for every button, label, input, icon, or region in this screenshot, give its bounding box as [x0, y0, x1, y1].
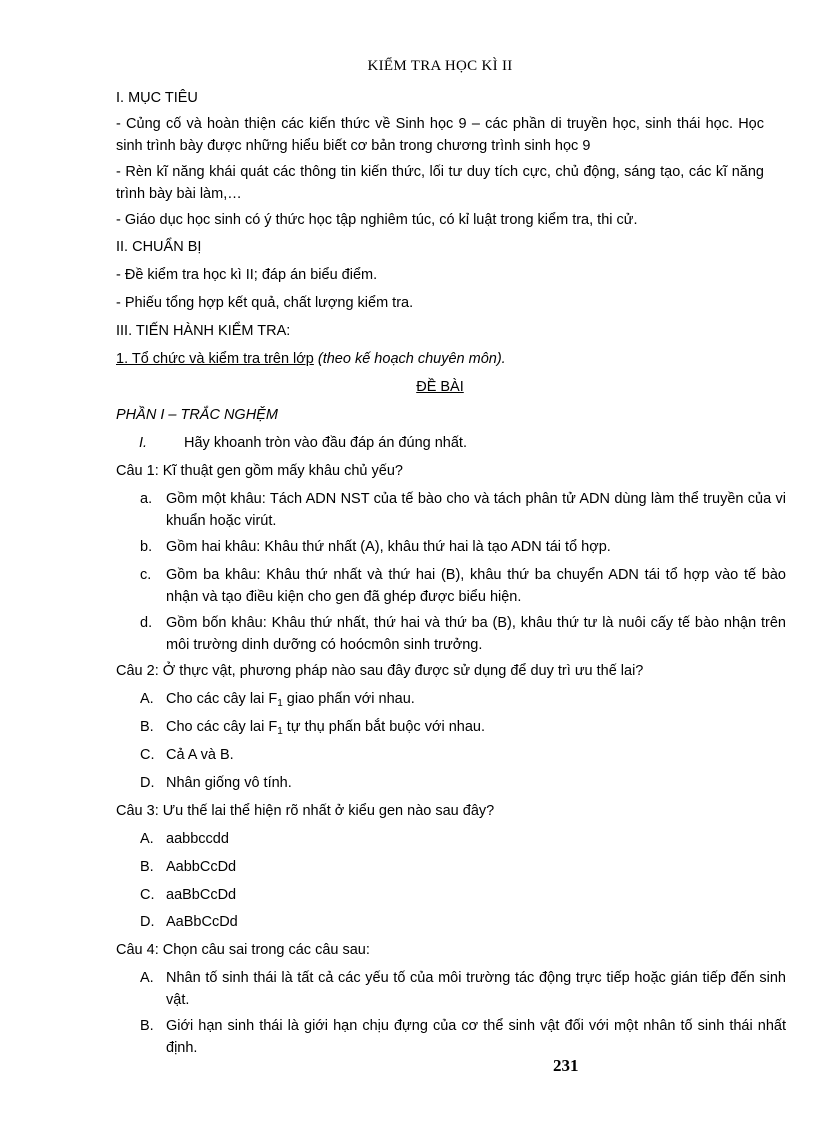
option-text: Gồm bốn khâu: Khâu thứ nhất, thứ hai và thứ ba (B), khâu thứ tư là nuôi cấy tế bào nhận trên môi trường dinh dưỡng có hoócmôn sinh trưởng.: [166, 615, 786, 653]
goal-paragraph-1: - Củng cố và hoàn thiện các kiến thức về Sinh học 9 – các phần di truyền học, sinh thái học. Học sinh trình bày được những hiểu biết cơ bản trong chương trình sinh học 9: [116, 116, 764, 154]
option-key: D.: [140, 914, 155, 930]
organization-note: (theo kế hoạch chuyên môn).: [317, 351, 506, 367]
section-heading-chuan-bi: II. CHUẨN BỊ: [116, 239, 202, 255]
option-text: Cả A và B.: [166, 747, 234, 763]
section-heading-muc-tieu: I. MỤC TIÊU: [116, 90, 198, 106]
question-4: Câu 4: Chọn câu sai trong các câu sau:: [116, 942, 370, 958]
option-text: AabbCcDd: [166, 859, 237, 875]
option-key: D.: [140, 775, 155, 791]
prep-item-2: - Phiếu tổng hợp kết quả, chất lượng kiểm tra.: [116, 295, 414, 311]
option-text: aaBbCcDd: [166, 887, 237, 903]
option-text: Nhân tố sinh thái là tất cả các yếu tố của môi trường tác động trực tiếp hoặc gián tiếp đến sinh vật.: [166, 970, 786, 1008]
option-text: Nhân giống vô tính.: [166, 775, 292, 791]
prep-item-1: - Đề kiểm tra học kì II; đáp án biểu điểm.: [116, 267, 378, 283]
option-key: B.: [140, 859, 154, 875]
option-key: B.: [140, 719, 154, 735]
exam-heading: [116, 376, 764, 398]
option-text: AaBbCcDd: [166, 914, 238, 930]
option-text: aabbccdd: [166, 831, 229, 847]
option-key: a.: [140, 491, 153, 507]
option-key: A.: [140, 831, 154, 847]
goal-paragraph-2: - Rèn kĩ năng khái quát các thông tin kiến thức, lối tư duy tích cực, chủ động, sáng tạo, các kĩ năng trình bày bài làm,…: [116, 164, 764, 202]
option-text: Giới hạn sinh thái là giới hạn chịu đựng của cơ thể sinh vật đối với một nhân tố sinh thái nhất định.: [166, 1018, 786, 1056]
option-key: C.: [140, 887, 155, 903]
option-text: Gồm ba khâu: Khâu thứ nhất và thứ hai (B), khâu thứ ba chuyển ADN tái tổ hợp vào tế bào nhận và tạo điều kiện cho gen đã ghép được biểu hiện.: [166, 567, 786, 605]
page-title: KIỂM TRA HỌC KÌ II: [367, 58, 513, 74]
de-bai-label: ĐỀ BÀI: [416, 379, 464, 395]
instruction-text: Hãy khoanh tròn vào đầu đáp án đúng nhất.: [184, 435, 467, 451]
option-text: Gồm hai khâu: Khâu thứ nhất (A), khâu thứ hai là tạo ADN tái tổ hợp.: [166, 539, 611, 555]
option-key: C.: [140, 747, 155, 763]
option-text: Cho các cây lai $F_1$ tự thụ phấn bắt buộc với nhau.: [166, 719, 485, 737]
part-one-heading: PHẦN I – TRẮC NGHỆM: [116, 407, 278, 423]
option-key: A.: [140, 691, 154, 707]
option-key: b.: [140, 539, 153, 555]
question-3: Câu 3: Ưu thế lai thể hiện rõ nhất ở kiểu gen nào sau đây?: [116, 803, 495, 819]
question-2: Câu 2: Ở thực vật, phương pháp nào sau đây được sử dụng để duy trì ưu thế lai?: [116, 663, 644, 679]
organization-label: 1. Tổ chức và kiểm tra trên lớp: [116, 351, 314, 367]
question-1: Câu 1: Kĩ thuật gen gồm mấy khâu chủ yếu?: [116, 463, 403, 479]
option-text: Cho các cây lai $F_1$ giao phấn với nhau.: [166, 691, 415, 709]
instruction-number: I.: [139, 435, 148, 451]
option-key: c.: [140, 567, 152, 583]
organization-line: [116, 348, 506, 370]
option-key: A.: [140, 970, 154, 986]
option-key: d.: [140, 615, 153, 631]
option-key: B.: [140, 1018, 154, 1034]
section-heading-tien-hanh: III. TIẾN HÀNH KIỂM TRA:: [116, 323, 291, 339]
option-text: Gồm một khâu: Tách ADN NST của tế bào cho và tách phân tử ADN dùng làm thể truyền của vi khuẩn hoặc virút.: [166, 491, 786, 529]
page-number: 231: [553, 1056, 579, 1075]
goal-paragraph-3: - Giáo dục học sinh có ý thức học tập nghiêm túc, có kỉ luật trong kiểm tra, thi cử.: [116, 212, 638, 228]
